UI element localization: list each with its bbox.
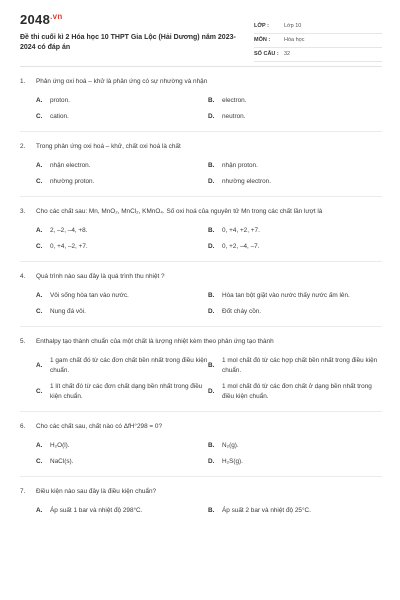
option-a[interactable] [36,441,208,451]
option-b[interactable] [208,291,380,301]
option-text: N₂(g). [222,442,239,449]
question-text: Cho các chất sau: Mn, MnO₂, MnCl₂, KMnO₄. Số oxi hoá của nguyên tử Mn trong các chất lần lượt là [36,208,323,215]
option-letter: B. [208,292,215,299]
option-letter: A. [36,292,43,299]
question-7-options [36,506,382,516]
option-letter: A. [36,362,43,369]
option-letter: A. [36,227,43,234]
option-text: NaCl(s). [50,458,74,465]
question-divider [20,411,382,412]
option-text: 1 mol chất đó từ các đơn chất ở dạng bền nhất trong điều kiện chuẩn. [222,383,372,400]
question-text: Cho các chất sau, chất nào có ΔfH°298 = 0? [36,423,163,430]
option-letter: D. [208,113,215,120]
option-text: Áp suất 2 bar và nhiệt độ 25°C. [222,507,311,514]
header-divider [20,66,382,67]
option-text: Áp suất 1 bar và nhiệt độ 298°C. [50,507,143,514]
option-b[interactable] [208,356,380,376]
question-number: 7. [20,488,26,495]
question-4 [20,271,382,282]
option-text: 0, +4, +2, +7. [222,227,260,234]
option-text: cation. [50,113,69,120]
option-c[interactable] [36,307,208,317]
option-d[interactable] [208,242,380,252]
option-letter: C. [36,243,43,250]
option-b[interactable] [208,161,380,171]
question-text: Enthalpy tạo thành chuẩn của một chất là lượng nhiệt kèm theo phản ứng tạo thành [36,338,274,345]
option-d[interactable] [208,457,380,467]
meta-key: LỚP : [254,23,269,29]
option-b[interactable] [208,506,380,516]
option-letter: B. [208,162,215,169]
option-d[interactable] [208,382,380,402]
question-4-options [36,291,382,317]
logo-suffix: .vn [50,12,63,21]
option-b[interactable] [208,226,380,236]
option-text: 1 lít chất đó từ các đơn chất dạng bền nhất trong điều kiện chuẩn. [50,383,203,400]
question-7 [20,486,382,497]
option-c[interactable] [36,242,208,252]
question-3 [20,206,382,217]
option-a[interactable] [36,356,208,376]
question-1 [20,76,382,87]
meta-key: MÔN : [254,37,271,43]
option-letter: D. [208,388,215,395]
option-text: H₂O(l). [50,442,70,449]
question-divider [20,196,382,197]
option-d[interactable] [208,112,380,122]
question-divider [20,326,382,327]
option-a[interactable] [36,506,208,516]
option-text: 1 mol chất đó từ các hợp chất bền nhất trong điều kiện chuẩn. [222,357,378,374]
meta-value: 32 [284,51,291,57]
option-text: 1 gam chất đó từ các đơn chất bền nhất trong điều kiện chuẩn. [50,357,208,374]
option-letter: A. [36,507,43,514]
question-number: 4. [20,273,26,280]
option-text: neutron. [222,113,246,120]
option-d[interactable] [208,177,380,187]
option-text: Đốt cháy cồn. [222,308,262,315]
question-5 [20,336,382,347]
option-text: electron. [222,97,247,104]
option-a[interactable] [36,161,208,171]
option-c[interactable] [36,112,208,122]
option-letter: B. [208,97,215,104]
question-2-options [36,161,382,187]
option-letter: A. [36,97,43,104]
option-text: proton. [50,97,70,104]
option-text: nhường electron. [222,178,271,185]
meta-key: SỐ CÂU : [254,51,279,57]
option-letter: B. [208,227,215,234]
option-text: 2, –2, –4, +8. [50,227,88,234]
question-divider [20,261,382,262]
option-letter: C. [36,113,43,120]
option-b[interactable] [208,441,380,451]
question-6 [20,421,382,432]
option-letter: D. [208,178,215,185]
option-text: nhận electron. [50,162,91,169]
question-number: 5. [20,338,26,345]
question-number: 2. [20,143,26,150]
question-text: Trong phản ứng oxi hoá – khử, chất oxi hoá là chất [36,143,181,150]
meta-row-count [254,48,382,62]
option-d[interactable] [208,307,380,317]
question-number: 1. [20,78,26,85]
option-letter: D. [208,243,215,250]
question-1-options [36,96,382,122]
question-5-options [36,356,382,402]
option-b[interactable] [208,96,380,106]
option-c[interactable] [36,382,208,402]
question-2 [20,141,382,152]
option-a[interactable] [36,96,208,106]
question-divider [20,131,382,132]
meta-row-class [254,20,382,34]
option-letter: D. [208,458,215,465]
option-text: nhận proton. [222,162,258,169]
question-text: Quá trình nào sau đây là quá trình thu nhiệt ? [36,273,165,280]
option-text: 0, +2, –4, –7. [222,243,260,250]
option-letter: C. [36,388,43,395]
exam-meta [254,20,382,62]
question-divider [20,476,382,477]
meta-value: Lớp 10 [284,23,302,29]
logo-text: 2048 [20,12,51,27]
option-c[interactable] [36,177,208,187]
exam-title: Đề thi cuối kì 2 Hóa học 10 THPT Gia Lộc (Hải Dương) năm 2023-2024 có đáp án [20,34,236,51]
meta-row-subject [254,34,382,48]
question-6-options [36,441,382,467]
option-text: Hòa tan bột giặt vào nước thấy nước ấm lên. [222,292,350,299]
question-number: 3. [20,208,26,215]
option-letter: C. [36,458,43,465]
option-a[interactable] [36,291,208,301]
option-letter: C. [36,178,43,185]
option-letter: B. [208,507,215,514]
question-text: Phản ứng oxi hoá – khử là phản ứng có sự nhường và nhận [36,78,208,85]
option-text: 0, +4, –2, +7. [50,243,88,250]
question-number: 6. [20,423,26,430]
option-a[interactable] [36,226,208,236]
option-text: H₂S(g). [222,458,243,465]
option-text: Nung đá vôi. [50,308,86,315]
site-logo[interactable] [20,12,63,27]
question-list [20,76,382,516]
option-letter: C. [36,308,43,315]
option-letter: A. [36,442,43,449]
option-letter: B. [208,442,215,449]
option-letter: B. [208,362,215,369]
option-text: nhường proton. [50,178,95,185]
page-header [20,12,382,62]
question-3-options [36,226,382,252]
option-letter: D. [208,308,215,315]
question-text: Điều kiện nào sau đây là điều kiện chuẩn? [36,488,157,495]
meta-value: Hóa học [284,37,305,43]
option-text: Vôi sống hòa tan vào nước. [50,292,129,299]
option-letter: A. [36,162,43,169]
option-c[interactable] [36,457,208,467]
